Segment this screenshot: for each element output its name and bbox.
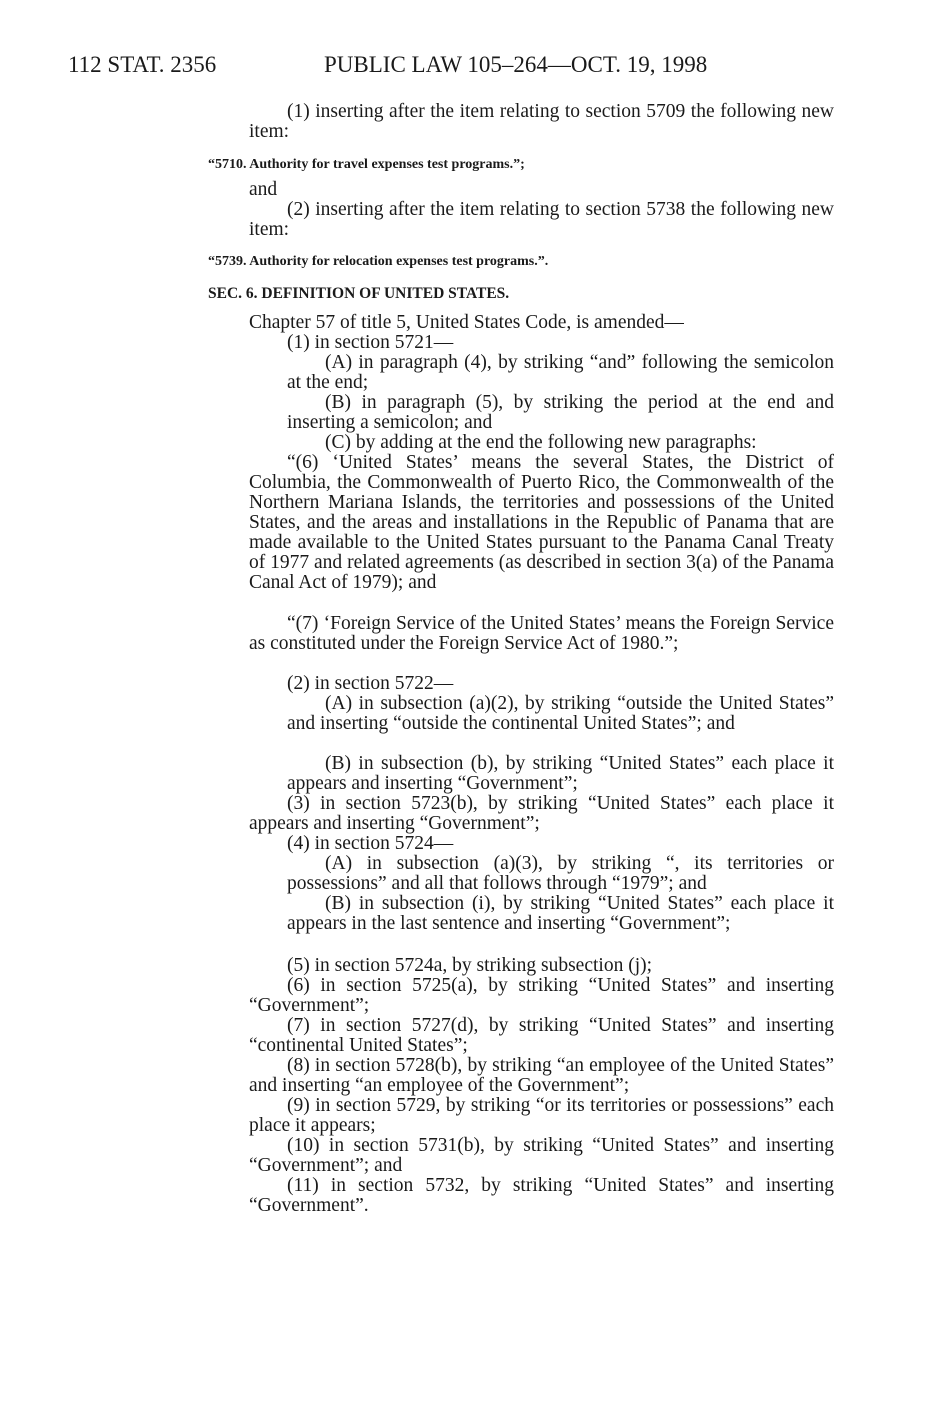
amendment-9: (9) in section 5729, by striking “or its territories or possessions” each place it appears; xyxy=(249,1095,834,1136)
amendment-11: (11) in section 5732, by striking “United States” and inserting “Government”. xyxy=(249,1175,834,1216)
amendment-4: (4) in section 5724— xyxy=(287,833,454,854)
amendment-1a: (A) in paragraph (4), by striking “and” following the semicolon at the end; xyxy=(287,352,834,393)
amendment-1: (1) in section 5721— xyxy=(287,332,454,353)
stat-citation: 112 STAT. 2356 xyxy=(68,52,217,77)
section-intro: Chapter 57 of title 5, United States Code, is amended— xyxy=(249,312,684,333)
inserted-item-5710: “5710. Authority for travel expenses test programs.”; xyxy=(208,157,525,172)
quoted-paragraph-6: “(6) ‘United States’ means the several States, the District of Columbia, the Commonwealth of Puerto Rico, the Commonwealth of the Northern Mariana Islands, the territories and possessions of the United States, and the areas and installations in the Republic of Panama that are made available to the United States pursuant to the Panama Canal Treaty of 1977 and related agreements (as described in section 3(a) of the Panama Canal Act of 1979); and xyxy=(249,452,834,593)
amendment-2: (2) in section 5722— xyxy=(287,673,454,694)
amendment-1b: (B) in paragraph (5), by striking the period at the end and inserting a semicolon; and xyxy=(287,392,834,433)
amendment-7: (7) in section 5727(d), by striking “United States” and inserting “continental United States”; xyxy=(249,1015,834,1056)
inserted-item-5739: “5739. Authority for relocation expenses test programs.”. xyxy=(208,254,549,269)
section-heading: SEC. 6. DEFINITION OF UNITED STATES. xyxy=(208,285,510,302)
amendment-3: (3) in section 5723(b), by striking “United States” each place it appears and inserting “Government”; xyxy=(249,793,834,834)
amendment-5: (5) in section 5724a, by striking subsection (j); xyxy=(287,955,653,976)
amendment-2b: (B) in subsection (b), by striking “United States” each place it appears and inserting “Government”; xyxy=(287,753,834,794)
paragraph-1: (1) inserting after the item relating to section 5709 the following new item: xyxy=(249,101,834,142)
amendment-6: (6) in section 5725(a), by striking “United States” and inserting “Government”; xyxy=(249,975,834,1016)
amendment-4b: (B) in subsection (i), by striking “United States” each place it appears in the last sentence and inserting “Government”; xyxy=(287,893,834,934)
amendment-10: (10) in section 5731(b), by striking “United States” and inserting “Government”; and xyxy=(249,1135,834,1176)
amendment-1c: (C) by adding at the end the following new paragraphs: xyxy=(325,432,757,453)
quoted-paragraph-7: “(7) ‘Foreign Service of the United States’ means the Foreign Service as constituted under the Foreign Service Act of 1980.”; xyxy=(249,613,834,654)
amendment-4a: (A) in subsection (a)(3), by striking “, its territories or possessions” and all that follows through “1979”; and xyxy=(287,853,834,894)
amendment-2a: (A) in subsection (a)(2), by striking “outside the United States” and inserting “outside the continental United States”; and xyxy=(287,693,834,734)
paragraph-2: (2) inserting after the item relating to section 5738 the following new item: xyxy=(249,199,834,240)
amendment-8: (8) in section 5728(b), by striking “an employee of the United States” and inserting “an employee of the Government”; xyxy=(249,1055,834,1096)
page-title: PUBLIC LAW 105–264—OCT. 19, 1998 xyxy=(324,52,708,77)
conjunction-and: and xyxy=(249,179,278,200)
page-header xyxy=(68,52,898,86)
